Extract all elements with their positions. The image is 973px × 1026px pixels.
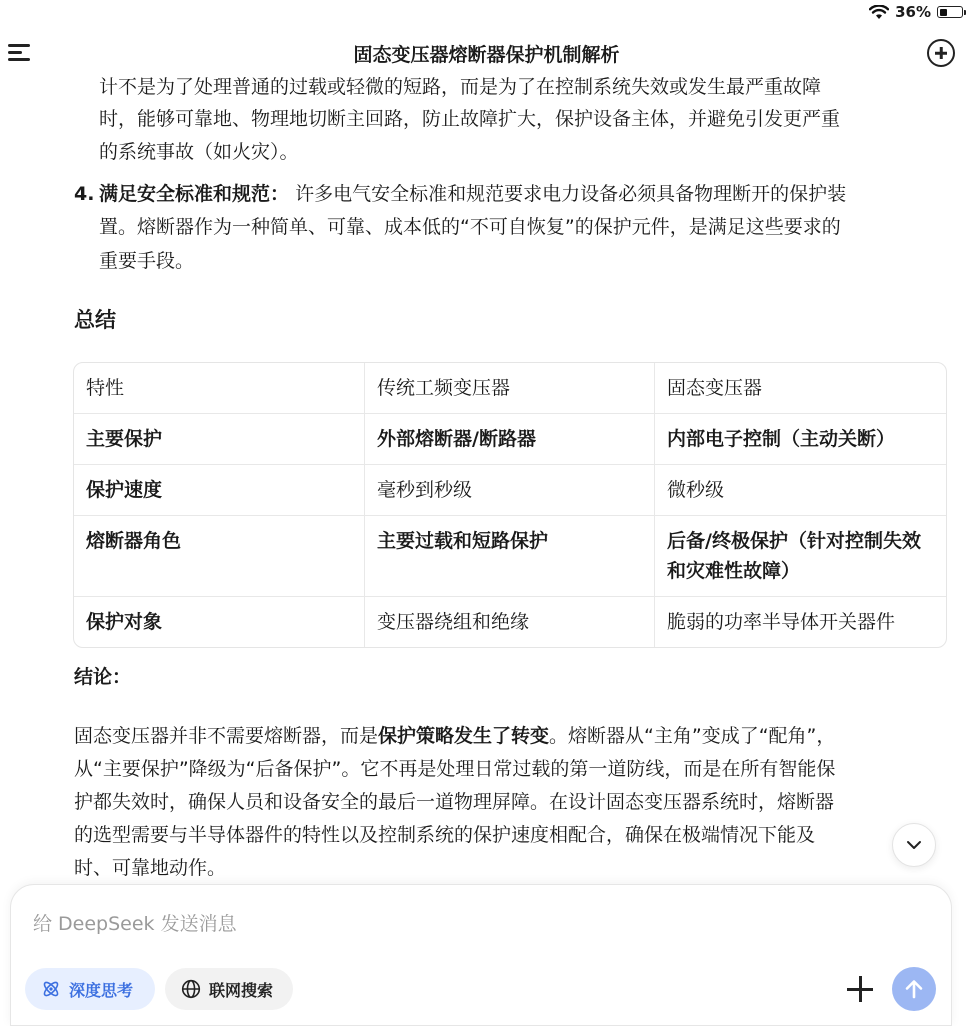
list-item-4-line-3: 重要手段。: [99, 250, 195, 272]
table-cell: 主要保护: [86, 428, 163, 450]
list-item-4-line-1: [99, 177, 846, 211]
table-cell: 熔断器角色: [86, 530, 182, 552]
atom-icon: [41, 979, 61, 999]
table-cell: 变压器绕组和绝缘: [364, 597, 654, 647]
conclusion-text: 。熔断器从“主角”变成了“配角”，: [549, 725, 836, 747]
table-cell: 微秒级: [654, 465, 944, 515]
conclusion-line-4: 的选型需要与半导体器件的特性以及控制系统的保护速度相配合，确保在极端情况下能及: [74, 824, 816, 846]
arrow-up-icon: [905, 979, 923, 999]
table-cell: 外部熔断器/断路器: [364, 414, 654, 464]
table-header-cell: 固态变压器: [654, 363, 944, 413]
battery-percent: 36%: [895, 3, 931, 21]
chat-header: [0, 30, 973, 76]
globe-icon: [181, 979, 201, 999]
deep-think-label: 深度思考: [69, 980, 134, 1000]
conclusion-text: 固态变压器并非不需要熔断器，而是: [74, 725, 379, 747]
summary-heading: 总结: [74, 308, 116, 332]
lead-line-1: 计不是为了处理普通的过载或轻微的短路，而是为了在控制系统失效或发生最严重故障: [99, 76, 822, 98]
table-row: [74, 596, 946, 647]
page-title: 固态变压器熔断器保护机制解析: [353, 44, 620, 66]
table-cell: 内部电子控制（主动关断）: [654, 414, 944, 464]
list-item-text: 许多电气安全标准和规范要求电力设备必须具备物理断开的保护装: [295, 183, 847, 205]
web-search-toggle[interactable]: [165, 968, 293, 1010]
summary-table: [73, 362, 947, 648]
table-header-row: [74, 363, 946, 413]
table-cell: 保护对象: [86, 611, 163, 633]
conclusion-line-5: 时、可靠地动作。: [74, 857, 227, 879]
conclusion-line-2: 从“主要保护”降级为“后备保护”。它不再是处理日常过载的第一道防线，而是在所有智能保: [74, 758, 836, 780]
scroll-to-bottom-button[interactable]: [892, 823, 936, 867]
attach-button[interactable]: [847, 976, 873, 1002]
conclusion-emphasis: 保护策略发生了转变: [378, 725, 550, 747]
conclusion-line-1: [74, 719, 835, 753]
table-header-cell: 传统工频变压器: [364, 363, 654, 413]
web-search-label: 联网搜索: [209, 980, 274, 1000]
new-chat-button[interactable]: [927, 39, 955, 67]
table-cell: 后备/终极保护（针对控制失效和灾难性故障）: [654, 516, 944, 596]
deep-think-toggle[interactable]: [25, 968, 155, 1010]
table-cell: 毫秒到秒级: [364, 465, 654, 515]
list-item-heading: 满足安全标准和规范：: [99, 183, 290, 205]
message-composer: [10, 884, 952, 1026]
conclusion-heading: 结论：: [74, 666, 132, 688]
table-row: [74, 464, 946, 515]
list-number: 4.: [74, 183, 95, 205]
lead-line-2: 时，能够可靠地、物理地切断主回路，防止故障扩大，保护设备主体，并避免引发更严重: [99, 108, 841, 130]
table-row: [74, 515, 946, 596]
conclusion-line-3: 护都失效时，确保人员和设备安全的最后一道物理屏障。在设计固态变压器系统时，熔断器: [74, 791, 835, 813]
table-header-cell: 特性: [86, 377, 125, 399]
table-cell: 主要过载和短路保护: [364, 516, 654, 596]
table-cell: 保护速度: [86, 479, 163, 501]
table-cell: 脆弱的功率半导体开关器件: [654, 597, 944, 647]
send-button[interactable]: [892, 967, 936, 1011]
message-input[interactable]: 给 DeepSeek 发送消息: [33, 913, 237, 935]
chevron-down-icon: [906, 840, 922, 850]
lead-line-3: 的系统事故（如火灾）。: [99, 141, 299, 163]
table-row: [74, 413, 946, 464]
list-item-4-line-2: 置。熔断器作为一种简单、可靠、成本低的“不可自恢复”的保护元件，是满足这些要求的: [99, 216, 841, 238]
